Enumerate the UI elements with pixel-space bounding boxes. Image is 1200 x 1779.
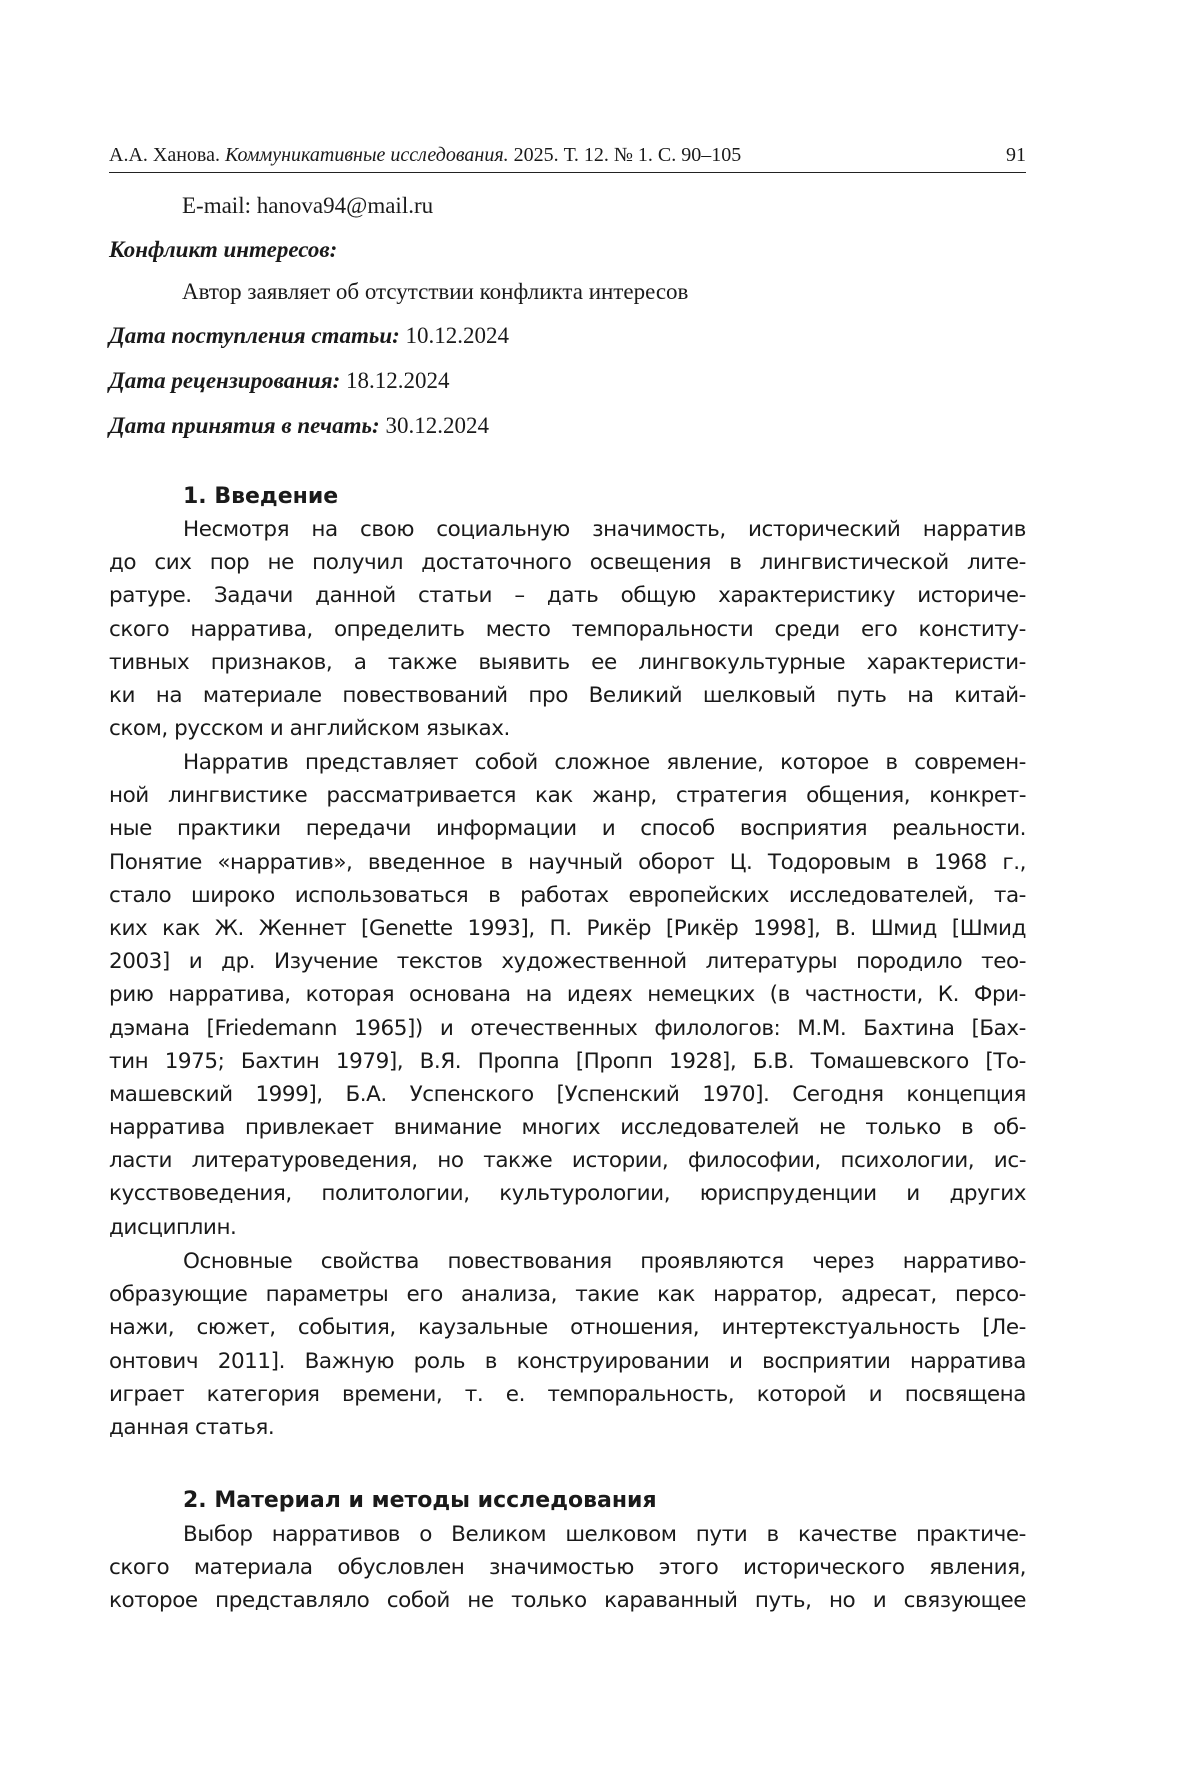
text-line: ского материала обусловлен значимостью этого исторического явления,: [109, 1555, 1026, 1581]
received-label: Дата поступления статьи:: [109, 323, 400, 348]
text-line: играет категория времени, т. е. темпоральность, которой и посвящена: [109, 1381, 1026, 1407]
reviewed-value: 18.12.2024: [346, 368, 450, 393]
header-citation: [109, 142, 741, 168]
text-line: дисциплин.: [109, 1214, 237, 1240]
text-line: кусствоведения, политологии, культурологии, юриспруденции и других: [109, 1181, 1026, 1207]
reviewed-date: [109, 367, 1026, 395]
text-line: стало широко использоваться в работах европейских исследователей, та-: [109, 882, 1026, 908]
text-line: тин 1975; Бахтин 1979], В.Я. Проппа [Пропп 1928], Б.В. Томашевского [То-: [109, 1048, 1026, 1074]
text-line: Понятие «нарратив», введенное в научный оборот Ц. Тодоровым в 1968 г.,: [109, 849, 1026, 875]
received-value: 10.12.2024: [405, 323, 510, 348]
accepted-value: 30.12.2024: [385, 413, 489, 438]
section-heading-materials-methods: 2. Материал и методы исследования: [183, 1488, 657, 1513]
text-line: Основные свойства повествования проявляются через нарративо-: [183, 1249, 1026, 1274]
text-line: дэмана [Friedemann 1965]) и отечественных филологов: М.М. Бахтина [Бах-: [109, 1015, 1026, 1041]
paragraph: [109, 746, 1026, 1244]
page-number: 91: [1006, 144, 1026, 166]
text-line: ные практики передачи информации и способ восприятия реальности.: [109, 816, 1026, 842]
received-date: [109, 322, 1026, 350]
accepted-label: Дата принятия в печать:: [109, 413, 380, 438]
text-line: тивных признаков, а также выявить ее лингвокультурные характеристи-: [109, 649, 1026, 675]
text-line: 2003] и др. Изучение текстов художественной литературы породило тео-: [109, 949, 1026, 975]
conflict-text: Автор заявляет об отсутствии конфликта интересов: [182, 279, 689, 304]
text-line: до сих пор не получил достаточного освещения в лингвистической лите-: [109, 550, 1026, 576]
conflict-label: Конфликт интересов:: [109, 237, 338, 262]
paragraph: [109, 513, 1026, 745]
text-line: Выбор нарративов о Великом шелковом пути в качестве практиче-: [183, 1522, 1026, 1547]
text-line: ского нарратива, определить место темпоральности среди его конститу-: [109, 616, 1026, 642]
text-line: нарратива привлекает внимание многих исследователей не только в об-: [109, 1115, 1026, 1141]
author-email: E-mail: hanova94@mail.ru: [182, 193, 434, 218]
running-header: [109, 142, 1026, 173]
reviewed-label: Дата рецензирования:: [109, 368, 341, 393]
text-line: машевский 1999], Б.А. Успенского [Успенский 1970]. Сегодня концепция: [109, 1081, 1026, 1107]
paragraph: [109, 1245, 1026, 1444]
text-line: ласти литературоведения, но также истории, философии, психологии, ис-: [109, 1148, 1026, 1174]
header-issue: 2025. Т. 12. № 1. С. 90–105: [513, 144, 742, 166]
text-line: рию нарратива, которая основана на идеях немецких (в частности, К. Фри-: [109, 982, 1026, 1008]
paragraph: [109, 1518, 1026, 1618]
text-line: ском, русском и английском языках.: [109, 716, 510, 742]
text-line: данная статья.: [109, 1414, 275, 1440]
text-line: Нарратив представляет собой сложное явление, которое в современ-: [183, 750, 1026, 775]
header-author: А.А. Ханова.: [109, 144, 220, 166]
section-heading-introduction: 1. Введение: [183, 484, 339, 509]
text-line: которое представляло собой не только караванный путь, но и связующее: [109, 1588, 1026, 1614]
text-line: ной лингвистике рассматривается как жанр, стратегия общения, конкрет-: [109, 783, 1026, 809]
text-line: ки на материале повествований про Великий шелковый путь на китай-: [109, 682, 1026, 708]
accepted-date: [109, 412, 1026, 440]
header-journal: Коммуникативные исследования.: [224, 144, 509, 166]
text-line: образующие параметры его анализа, такие как нарратор, адресат, персо-: [109, 1282, 1026, 1308]
text-line: Несмотря на свою социальную значимость, исторический нарратив: [183, 517, 1026, 542]
text-line: онтович 2011]. Важную роль в конструировании и восприятии нарратива: [109, 1348, 1026, 1374]
text-line: ратуре. Задачи данной статьи – дать общую характеристику историче-: [109, 583, 1026, 609]
text-line: ких как Ж. Женнет [Genette 1993], П. Рикёр [Рикёр 1998], В. Шмид [Шмид: [109, 915, 1026, 941]
text-line: нажи, сюжет, события, каузальные отношения, интертекстуальность [Ле-: [109, 1315, 1026, 1341]
